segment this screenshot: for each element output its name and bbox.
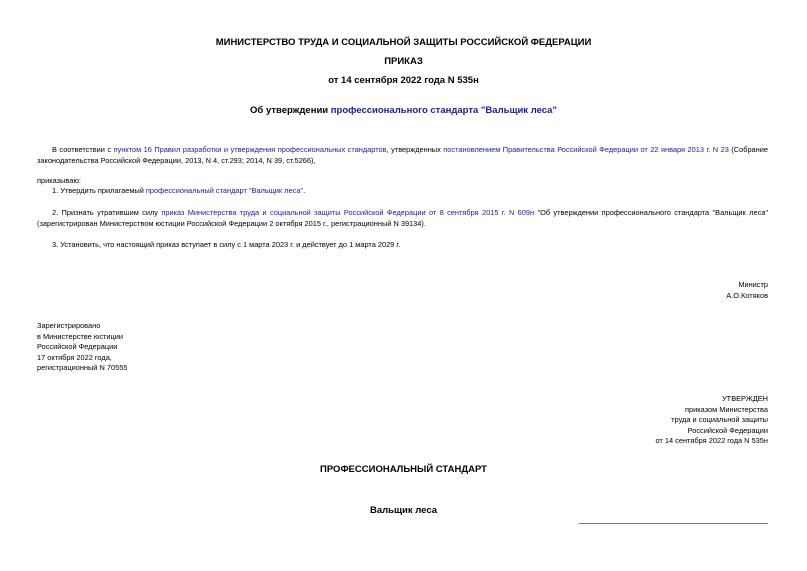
item-2-end: "Об утверждении профессионального стандарта "Вальщик леса" (зарегистрирован Министерством юстиции Российской Федерации 2 октября 2015 г., регистрационный N 39134). <box>37 208 768 228</box>
approval-line: Российской Федерации <box>687 425 768 435</box>
registration-line: в Министерстве юстиции <box>37 331 124 341</box>
order-title-link[interactable]: профессионального стандарта "Вальщик леса" <box>330 105 557 116</box>
registration-block <box>37 321 287 374</box>
item-2 <box>37 208 768 229</box>
preamble-text-start: В соответствии с <box>52 145 114 154</box>
order-title <box>0 105 807 116</box>
doc-type-heading: ПРИКАЗ <box>384 56 423 67</box>
standard-heading: ПРОФЕССИОНАЛЬНЫЙ СТАНДАРТ <box>320 464 487 475</box>
item-1 <box>52 186 768 197</box>
approval-block <box>518 394 768 447</box>
approval-line: труда и социальной защиты <box>671 415 768 425</box>
decree-word: приказываю: <box>37 176 81 185</box>
preamble-text-mid: , утвержденных <box>386 145 444 154</box>
registration-line: регистрационный N 70555 <box>37 363 128 373</box>
approval-line: от 14 сентября 2022 года N 535н <box>655 436 768 446</box>
item-2-start: 2. Признать утратившим силу <box>52 208 162 217</box>
item-1-end: . <box>303 186 306 195</box>
ministry-heading: МИНИСТЕРСТВО ТРУДА И СОЦИАЛЬНОЙ ЗАЩИТЫ РОССИЙСКОЙ ФЕДЕРАЦИИ <box>215 37 592 48</box>
signature-role: Министр <box>738 280 768 289</box>
registration-number-line <box>579 523 768 524</box>
standard-link[interactable]: профессиональный стандарт "Вальщик леса" <box>145 186 304 195</box>
registration-line: Российской Федерации <box>37 342 118 352</box>
item-1-start: 1. Утвердить прилагаемый <box>52 186 146 195</box>
government-decree-link[interactable]: постановлением Правительства Российской Федерации от 22 января 2013 г. N 23 <box>443 145 729 154</box>
old-order-link[interactable]: приказ Министерства труда и социальной защиты Российской Федерации от 8 сентября 2015 г. N 609н <box>161 208 535 217</box>
signature-name: А.О.Котяков <box>726 291 768 300</box>
order-title-prefix: Об утверждении <box>250 105 331 116</box>
registration-line: Зарегистрировано <box>37 321 101 330</box>
approval-line: приказом Министерства <box>685 404 768 414</box>
rules-link[interactable]: пунктом 16 Правил разработки и утверждения профессиональных стандартов <box>113 145 387 154</box>
registration-line: 17 октября 2022 года, <box>37 352 112 362</box>
standard-name: Вальщик леса <box>369 505 438 516</box>
date-number: от 14 сентября 2022 года N 535н <box>328 75 479 86</box>
item-3: 3. Установить, что настоящий приказ вступает в силу с 1 марта 2023 г. и действует до 1 марта 2029 г. <box>52 240 401 249</box>
preamble-text-end: (Собрание законодательства Российской Федерации, 2013, N 4, ст.293; 2014, N 39, ст.5266), <box>37 145 768 165</box>
preamble-paragraph <box>37 145 768 166</box>
approval-line: УТВЕРЖДЕН <box>721 394 768 403</box>
